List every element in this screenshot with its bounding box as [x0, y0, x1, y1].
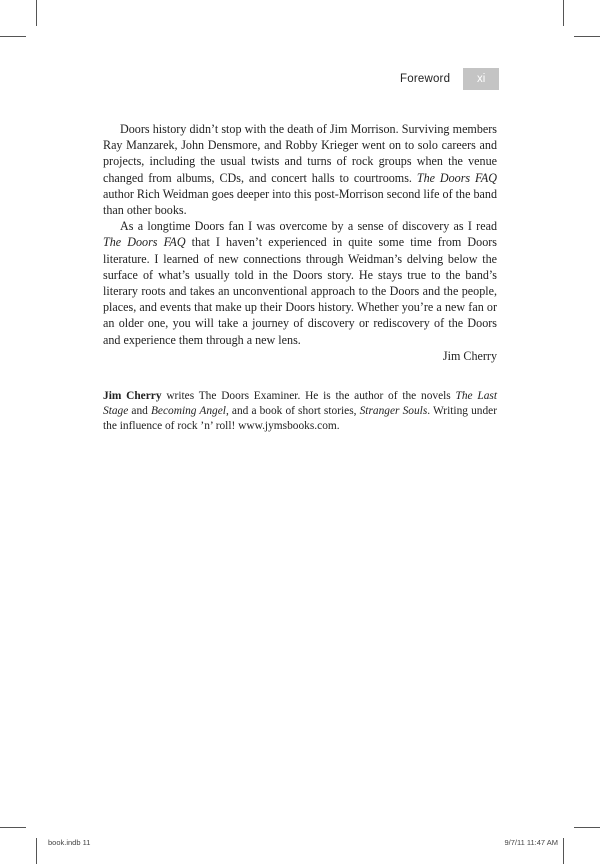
page-number: xi	[463, 68, 499, 90]
book-title: The Doors FAQ	[103, 235, 186, 250]
crop-mark	[574, 827, 600, 828]
signature: Jim Cherry	[442, 348, 497, 363]
crop-mark	[0, 827, 26, 828]
paragraph-1	[103, 121, 497, 218]
foreword-text	[103, 121, 497, 364]
running-head	[400, 68, 499, 90]
paragraph-text: Doors history didn’t stop with the death of Jim Morrison. Surviving members Ray Manzarek, John Densmore, and Robby Krieger went on to solo careers and projects, including the usual twists and turns of rock groups when the venue changed from albums, CDs, and concert halls to courtrooms.	[103, 122, 497, 185]
crop-mark	[574, 36, 600, 37]
slug-file: book.indb 11	[48, 838, 91, 847]
crop-mark	[563, 838, 564, 864]
slug-timestamp: 9/7/11 11:47 AM	[504, 838, 558, 847]
book-title: The Doors FAQ	[416, 170, 497, 185]
author-bio	[103, 389, 497, 433]
author-name: Jim Cherry	[103, 390, 162, 402]
bio-text: and	[128, 404, 151, 417]
novel-title: Becoming Angel	[150, 404, 226, 417]
section-title: Foreword	[400, 73, 451, 85]
novel-title: The Last Stage	[103, 390, 497, 417]
paragraph-text: As a longtime Doors fan I was overcome by a sense of discovery as I read	[120, 219, 497, 234]
crop-mark	[36, 838, 37, 864]
stories-title: Stranger Souls	[359, 404, 428, 417]
bio-text: . Writing under the influence of rock ’n’ roll! www.jymsbooks.com.	[103, 404, 498, 432]
paragraph-text: author Rich Weidman goes deeper into this post-Morrison second life of the band than other books.	[103, 186, 497, 218]
crop-mark	[563, 0, 564, 26]
crop-mark	[0, 36, 26, 37]
crop-mark	[36, 0, 37, 26]
bio-text: writes The Doors Examiner. He is the author of the novels	[161, 390, 456, 402]
paragraph-text: that I haven’t experienced in quite some time from Doors literature. I learned of new connections through Weidman’s delving below the surface of what’s usually told in the Doors story. He stays true to the band’s literary roots and takes an unconventional approach to the Doors and the people, places, and events that make up their Doors history. Whether you’re a new fan or an older one, you will take a journey of discovery or rediscovery of the Doors and experience them through a new lens.	[103, 235, 497, 347]
paragraph-2	[103, 218, 497, 348]
bio-text: , and a book of short stories,	[225, 404, 360, 417]
